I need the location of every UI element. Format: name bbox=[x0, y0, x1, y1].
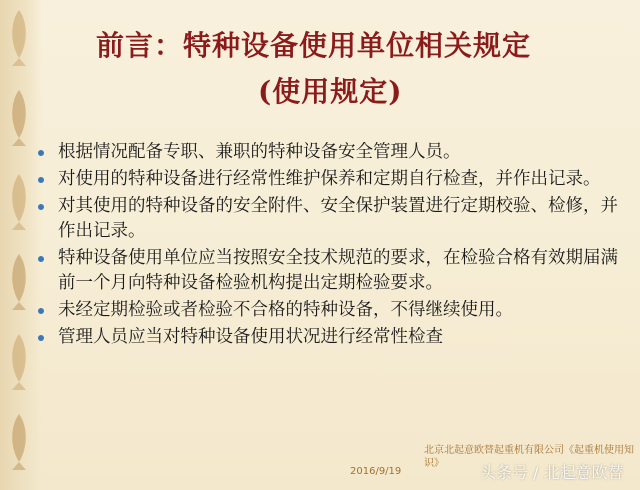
bullet-item bbox=[36, 140, 626, 165]
bullet-dot-icon bbox=[38, 204, 44, 210]
fish-icon bbox=[4, 410, 34, 472]
bullet-item bbox=[36, 167, 626, 192]
bullet-dot-icon bbox=[38, 177, 44, 183]
fish-icon bbox=[4, 170, 34, 232]
watermark: 头条号 / 北起意欧替 bbox=[480, 463, 624, 482]
bullet-text: 未经定期检验或者检验不合格的特种设备，不得继续使用。 bbox=[58, 300, 513, 320]
bullet-text: 对使用的特种设备进行经常性维护保养和定期自行检查，并作出记录。 bbox=[58, 169, 601, 189]
fish-icon bbox=[4, 86, 34, 148]
bullet-dot-icon bbox=[38, 308, 44, 314]
fish-icon bbox=[4, 330, 34, 392]
bullet-dot-icon bbox=[38, 256, 44, 262]
title-line-sub: (使用规定) bbox=[258, 75, 403, 108]
bullet-text: 对其使用的特种设备的安全附件、安全保护装置进行定期校验、检修，并作出记录。 bbox=[58, 196, 618, 241]
bullet-item bbox=[36, 194, 626, 244]
bullet-item bbox=[36, 246, 626, 296]
bullet-item bbox=[36, 325, 626, 350]
bullet-text: 管理人员应当对特种设备使用状况进行经常性检查 bbox=[58, 327, 443, 347]
bullet-text: 根据情况配备专职、兼职的特种设备安全管理人员。 bbox=[58, 142, 461, 162]
footer-company: 北京北起意欧替起重机有限公司《起重机使用知识》 bbox=[424, 445, 634, 469]
bullet-list bbox=[36, 140, 626, 352]
bullet-item bbox=[36, 298, 626, 323]
fish-icon bbox=[4, 250, 34, 312]
title-line-main: 前言：特种设备使用单位相关规定 bbox=[96, 29, 532, 62]
bullet-dot-icon bbox=[38, 150, 44, 156]
footer-date: 2016/9/19 bbox=[350, 466, 402, 477]
bullet-dot-icon bbox=[38, 335, 44, 341]
bullet-text: 特种设备使用单位应当按照安全技术规范的要求，在检验合格有效期届满前一个月向特种设备检验机构提出定期检验要求。 bbox=[58, 248, 618, 293]
fish-icon bbox=[4, 6, 34, 68]
